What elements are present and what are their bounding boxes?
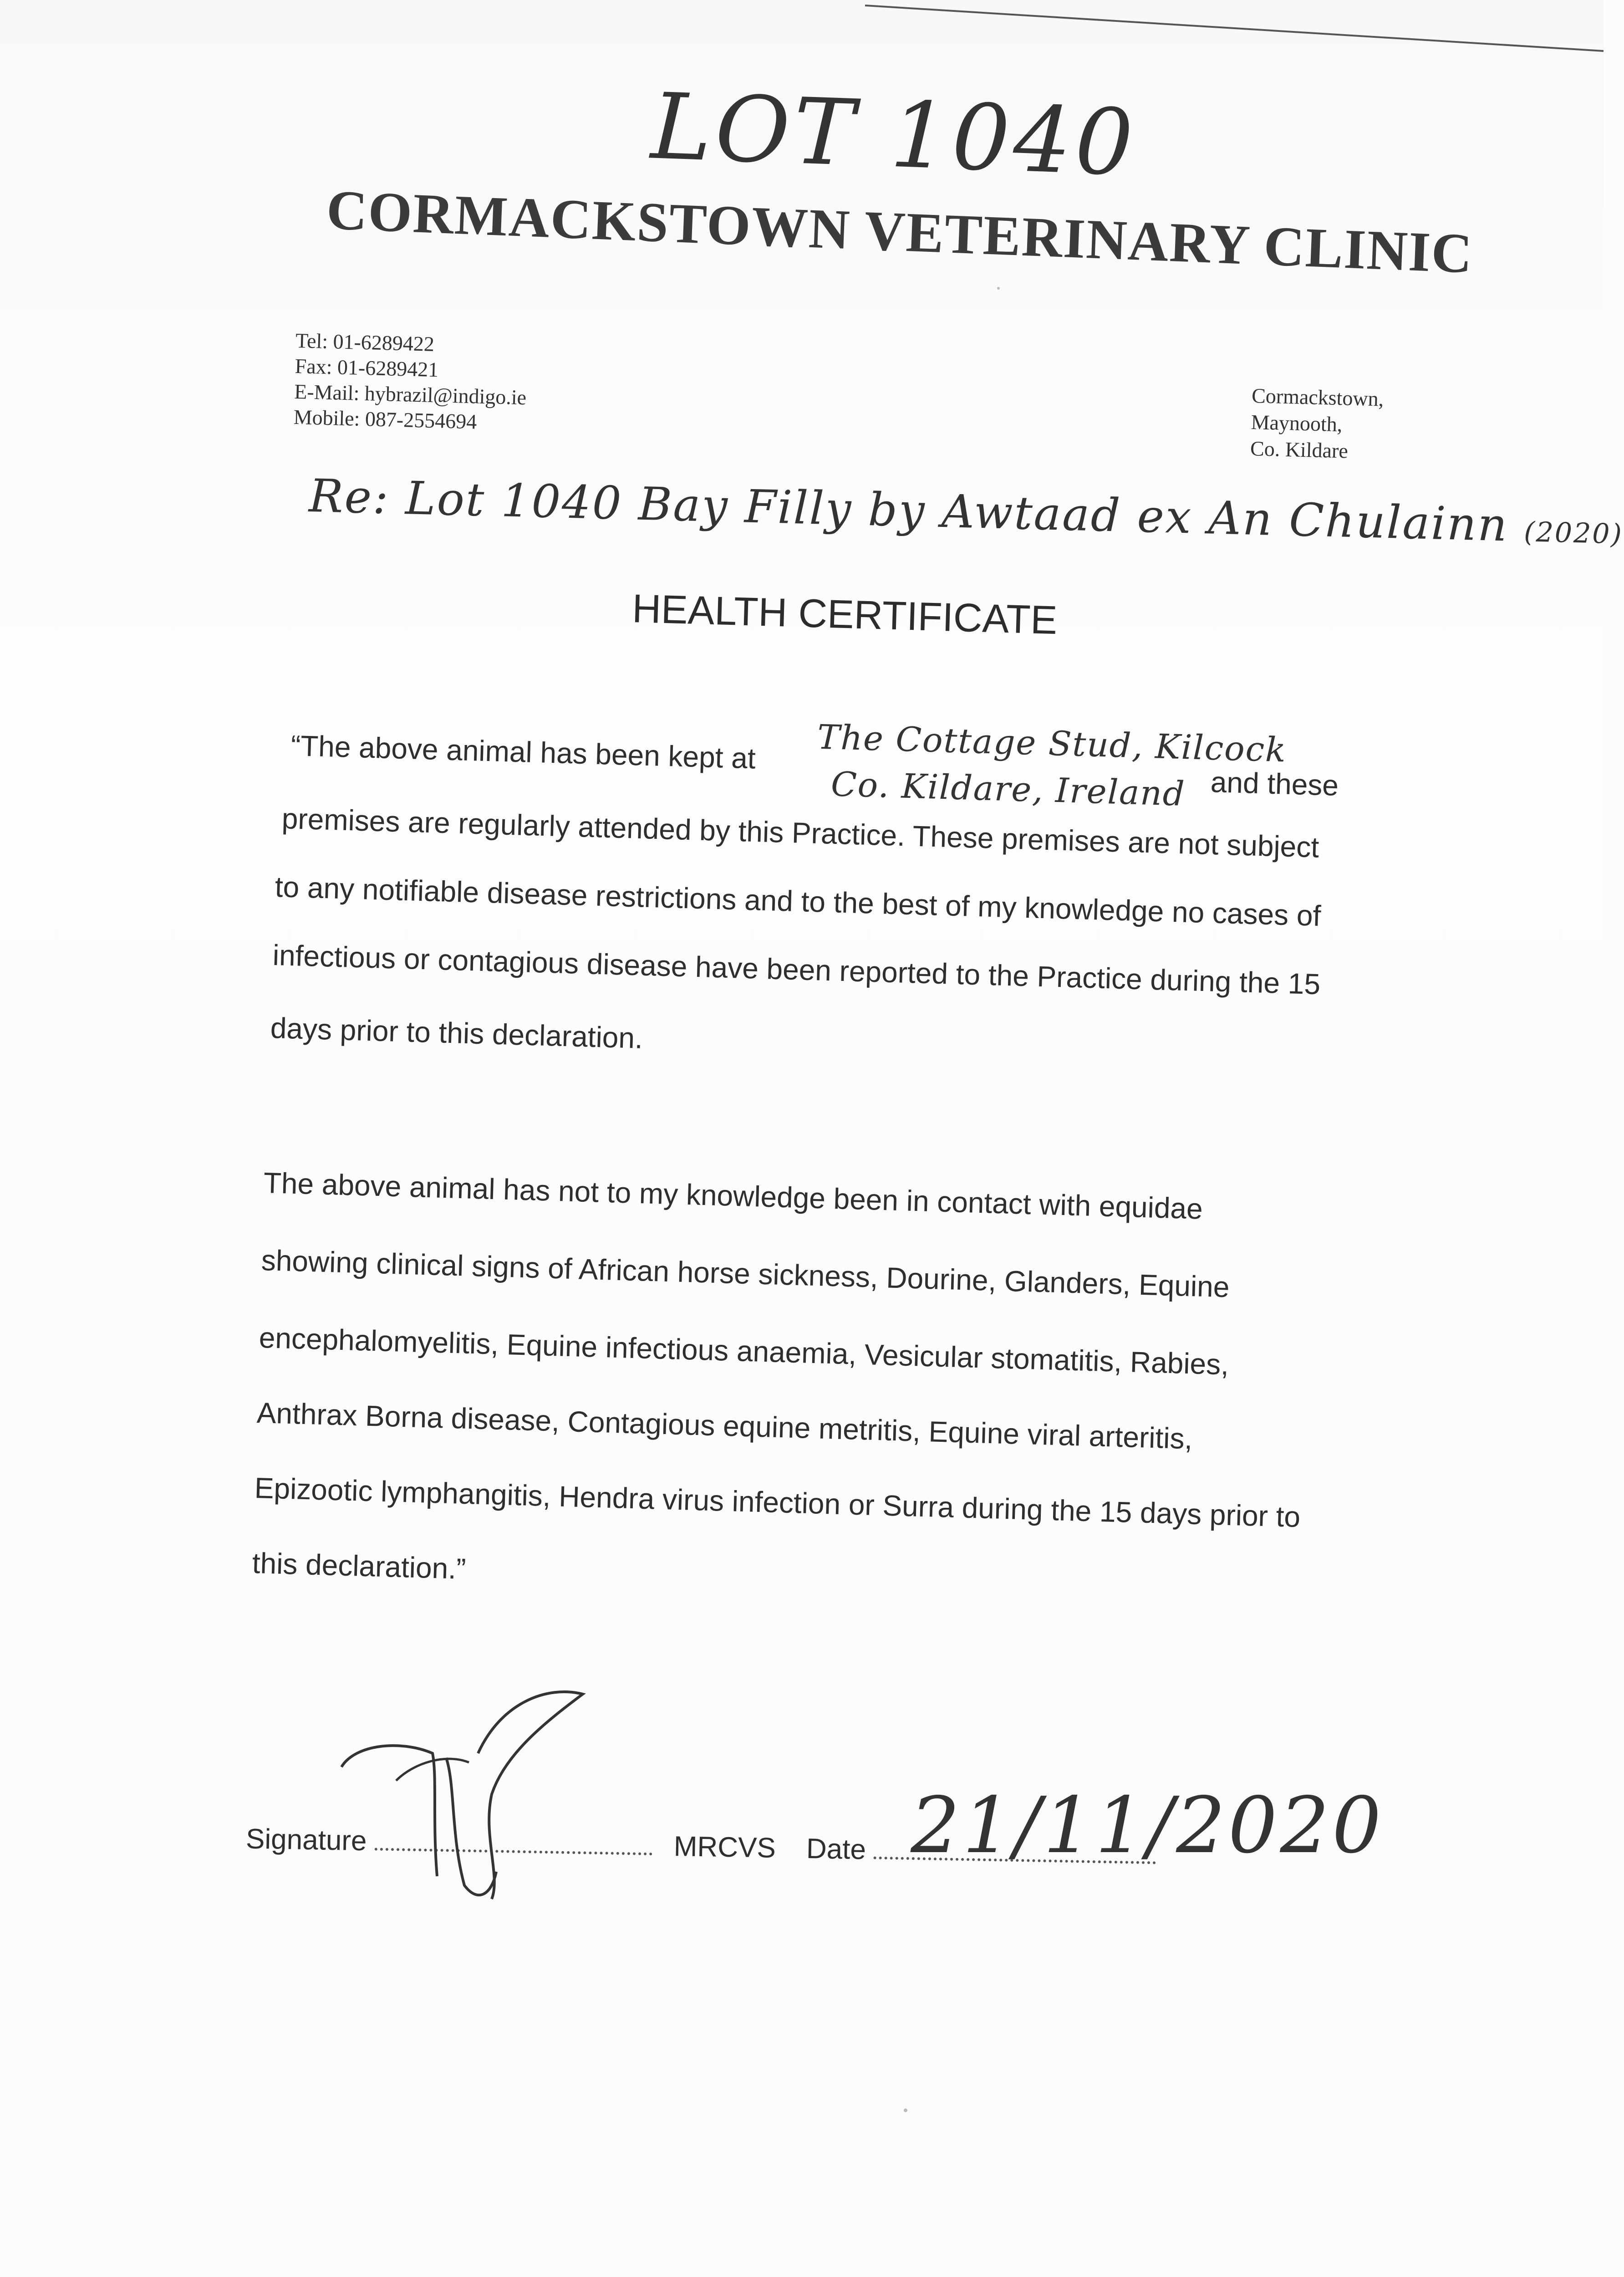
- handwritten-location-line1: The Cottage Stud, Kilcock: [817, 717, 1288, 770]
- certificate-title: HEALTH CERTIFICATE: [631, 585, 1058, 643]
- address-line-3: Co. Kildare: [1250, 436, 1349, 463]
- handwritten-signature: [328, 1685, 647, 1922]
- handwritten-date: 21/11/2020: [911, 1781, 1384, 1871]
- mrcvs-label: MRCVS: [673, 1830, 776, 1864]
- re-line-text: Re: Lot 1040 Bay Filly by Awtaad ex An Chulainn: [308, 469, 1509, 552]
- handwritten-re-line: [308, 469, 1624, 555]
- para2-line1: The above animal has not to my knowledge been in contact with equidae: [263, 1166, 1203, 1225]
- address-line-2: Maynooth,: [1251, 410, 1343, 436]
- contact-details: [293, 328, 528, 436]
- signature-label: Signature: [245, 1823, 367, 1857]
- scan-edge-line: [865, 4, 1604, 54]
- mobile-line: Mobile: 087-2554694: [293, 405, 477, 434]
- para1-line5: days prior to this declaration.: [270, 1011, 643, 1055]
- para2-line2: showing clinical signs of African horse sickness, Dourine, Glanders, Equine: [260, 1243, 1230, 1304]
- para1-line1-a: “The above animal has been kept at: [290, 729, 756, 775]
- clinic-address: [1250, 383, 1384, 465]
- para2-line3: encephalomyelitis, Equine infectious anaemia, Vesicular stomatitis, Rabies,: [258, 1321, 1230, 1381]
- date-label: Date: [806, 1833, 866, 1866]
- para2-line5: Epizootic lymphangitis, Hendra virus infection or Surra during the 15 days prior to: [254, 1471, 1301, 1534]
- scan-speck: [904, 2109, 907, 2112]
- handwritten-lot-number: LOT 1040: [649, 73, 1139, 197]
- re-line-year: (2020): [1523, 516, 1624, 551]
- handwritten-location-line2: Co. Kildare, Ireland: [830, 765, 1186, 814]
- fax-line: Fax: 01-6289421: [295, 354, 439, 382]
- para1-line3: to any notifiable disease restrictions and to the best of my knowledge no cases of: [274, 870, 1322, 933]
- clinic-name: CORMACKSTOWN VETERINARY CLINIC: [325, 178, 1474, 285]
- para2-line4: Anthrax Borna disease, Contagious equine metritis, Equine viral arteritis,: [256, 1396, 1193, 1455]
- email-line: E-Mail: hybrazil@indigo.ie: [294, 379, 527, 409]
- address-line-1: Cormackstown,: [1251, 383, 1384, 411]
- para1-line1-b: and these: [1210, 765, 1339, 802]
- para1-line4: infectious or contagious disease have been reported to the Practice during the 15: [272, 938, 1321, 1001]
- para1-line2: premises are regularly attended by this Practice. These premises are not subject: [281, 802, 1320, 864]
- scan-speck: [997, 287, 1000, 290]
- tel-line: Tel: 01-6289422: [295, 328, 435, 356]
- para2-line6: this declaration.”: [251, 1546, 467, 1586]
